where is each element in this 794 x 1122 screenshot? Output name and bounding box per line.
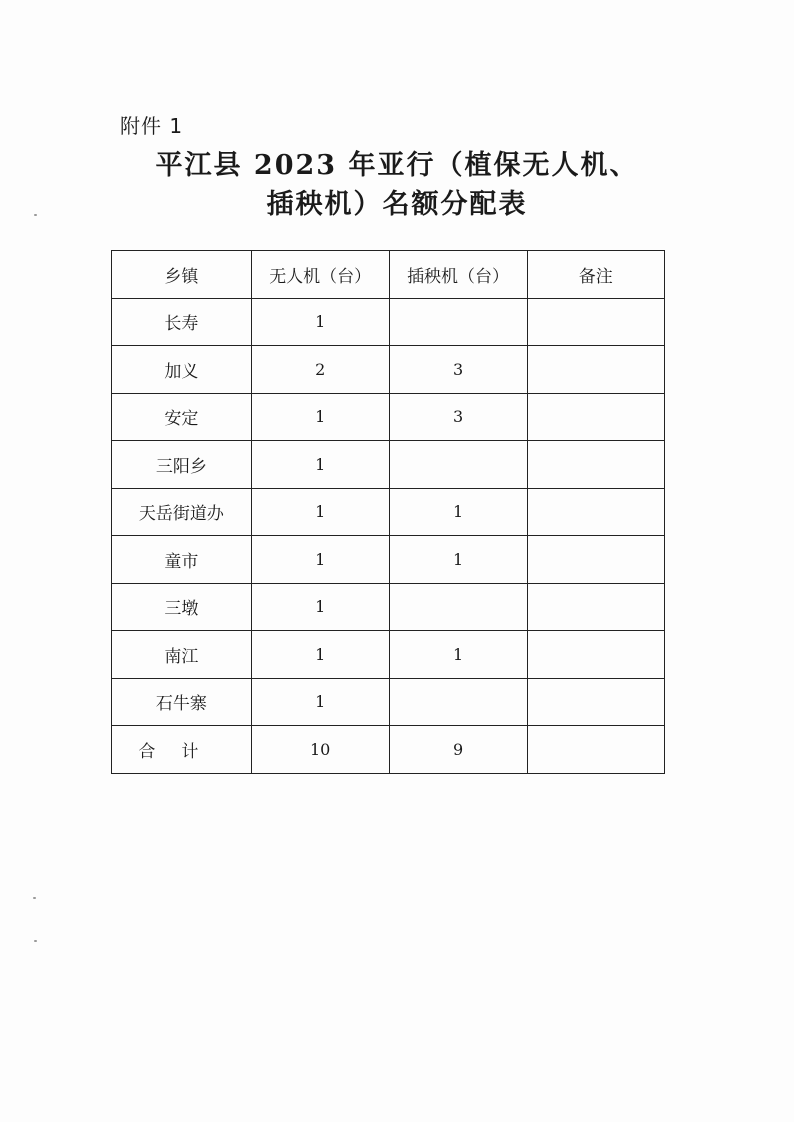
cell-remark <box>527 488 665 536</box>
cell-transplanters: 3 <box>389 393 527 441</box>
cell-transplanters: 1 <box>389 488 527 536</box>
cell-town: 安定 <box>112 393 252 441</box>
cell-transplanters <box>389 583 527 631</box>
cell-total-remark <box>527 726 665 774</box>
cell-remark <box>527 583 665 631</box>
table-row <box>112 298 665 346</box>
cell-drones: 1 <box>251 488 389 536</box>
table-total-row <box>112 726 665 774</box>
scan-speck <box>34 214 37 216</box>
cell-drones: 1 <box>251 631 389 679</box>
cell-town: 加义 <box>112 346 252 394</box>
header-drones: 无人机（台） <box>251 251 389 299</box>
cell-remark <box>527 678 665 726</box>
cell-drones: 1 <box>251 678 389 726</box>
cell-town: 三阳乡 <box>112 441 252 489</box>
cell-drones: 1 <box>251 441 389 489</box>
cell-remark <box>527 536 665 584</box>
cell-total-drones: 10 <box>251 726 389 774</box>
header-remark: 备注 <box>527 251 665 299</box>
cell-transplanters <box>389 298 527 346</box>
header-town: 乡镇 <box>112 251 252 299</box>
cell-town: 南江 <box>112 631 252 679</box>
header-transplanters: 插秧机（台） <box>389 251 527 299</box>
cell-total-transplanters: 9 <box>389 726 527 774</box>
allocation-table <box>111 250 665 774</box>
scan-speck <box>33 897 36 899</box>
cell-remark <box>527 631 665 679</box>
cell-transplanters: 1 <box>389 631 527 679</box>
table-row <box>112 678 665 726</box>
document-title-line-1: 平江县 2023 年亚行（植保无人机、 <box>155 150 639 181</box>
table-row <box>112 393 665 441</box>
cell-town: 长寿 <box>112 298 252 346</box>
document-title-line-2: 插秧机）名额分配表 <box>266 189 528 220</box>
table-row <box>112 488 665 536</box>
cell-transplanters <box>389 441 527 489</box>
cell-drones: 1 <box>251 583 389 631</box>
cell-drones: 1 <box>251 393 389 441</box>
cell-remark <box>527 441 665 489</box>
cell-total-label: 合计 <box>112 726 252 774</box>
table-row <box>112 583 665 631</box>
cell-remark <box>527 298 665 346</box>
cell-remark <box>527 346 665 394</box>
table-header-row <box>112 251 665 299</box>
cell-transplanters <box>389 678 527 726</box>
table-row <box>112 631 665 679</box>
table-row <box>112 441 665 489</box>
cell-town: 石牛寨 <box>112 678 252 726</box>
cell-drones: 1 <box>251 298 389 346</box>
cell-transplanters: 1 <box>389 536 527 584</box>
cell-town: 童市 <box>112 536 252 584</box>
scan-speck <box>34 940 37 942</box>
cell-drones: 2 <box>251 346 389 394</box>
cell-drones: 1 <box>251 536 389 584</box>
table-row <box>112 536 665 584</box>
attachment-label: 附件 1 <box>120 114 184 138</box>
cell-town: 三墩 <box>112 583 252 631</box>
table-row <box>112 346 665 394</box>
cell-town: 天岳街道办 <box>112 488 252 536</box>
cell-transplanters: 3 <box>389 346 527 394</box>
cell-remark <box>527 393 665 441</box>
